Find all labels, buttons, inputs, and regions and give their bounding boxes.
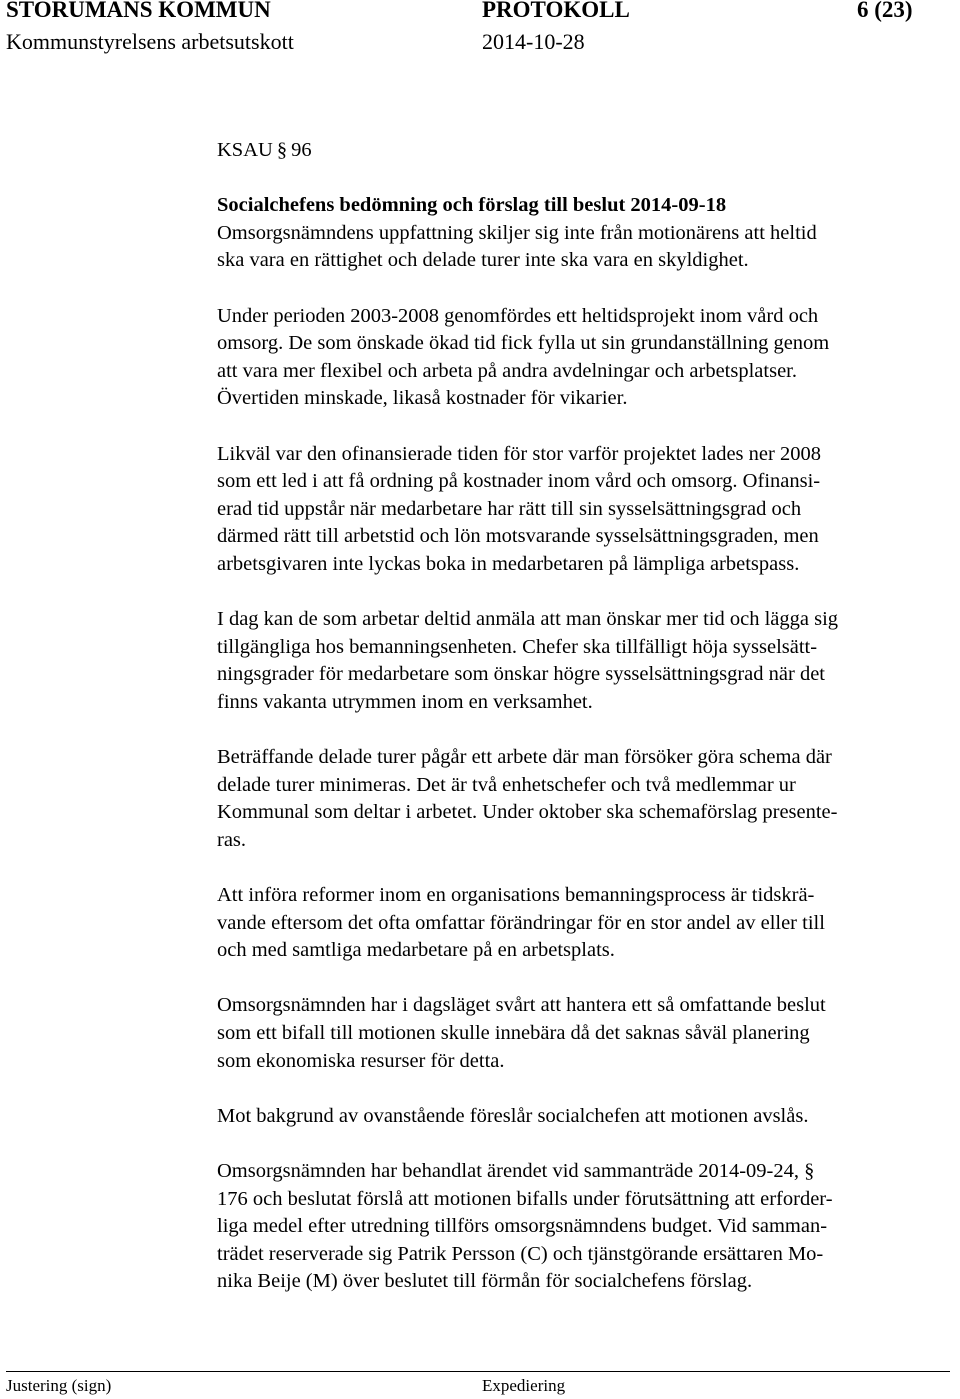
text-line: som ekonomiska resurser för detta. — [217, 1049, 505, 1072]
meeting-date: 2014-10-28 — [482, 29, 585, 54]
footer-justering-label: Justering (sign) — [6, 1376, 112, 1395]
text-line: omsorg. De som önskade ökad tid fick fylla ut sin grundanställning genom — [217, 332, 830, 355]
text-line: Under perioden 2003-2008 genomfördes ett heltidsprojekt inom vård och — [217, 304, 819, 327]
text-line: Beträffande delade turer pågår ett arbete där man försöker göra schema där — [217, 746, 832, 769]
committee-name: Kommunstyrelsens arbetsutskott — [6, 29, 294, 54]
text-line: ningsgrader för medarbetare som önskar högre sysselsättningsgrad när det — [217, 663, 825, 686]
text-line: Omsorgsnämnden har i dagsläget svårt att hantera ett så omfattande beslut — [217, 994, 826, 1017]
text-line: som ett bifall till motionen skulle innebära då det saknas såväl planering — [217, 1022, 810, 1044]
text-line: I dag kan de som arbetar deltid anmäla att man önskar mer tid och lägga sig — [217, 608, 839, 631]
paragraph — [217, 220, 937, 275]
organization-name: STORUMANS KOMMUN — [6, 0, 271, 22]
text-line: liga medel efter utredning tillförs omsorgsnämndens budget. Vid samman- — [217, 1215, 828, 1238]
text-line: Omsorgsnämndens uppfattning skiljer sig inte från motionärens att heltid — [217, 221, 817, 244]
paragraph — [217, 1103, 937, 1131]
case-number — [217, 137, 937, 165]
text-line: tillgängliga hos bemanningsenheten. Chefer ska tillfälligt höja sysselsätt- — [217, 635, 818, 658]
text-line: Mot bakgrund av ovanstående föreslår socialchefen att motionen avslås. — [217, 1104, 809, 1127]
document-type: PROTOKOLL — [482, 0, 630, 22]
paragraph — [217, 992, 937, 1075]
text-line: Omsorgsnämnden har behandlat ärendet vid sammanträde 2014-09-24, § — [217, 1159, 815, 1182]
text-line: därmed rätt till arbetstid och lön motsvarande sysselsättningsgraden, men — [217, 525, 819, 548]
text-line: och med samtliga medarbetare på en arbetsplats. — [217, 939, 615, 962]
text-line: erad tid uppstår när medarbetare har rätt till sin sysselsättningsgrad och — [217, 497, 802, 520]
text-line: att vara mer flexibel och arbeta på andra avdelningar och arbetsplatser. — [217, 359, 797, 382]
case-number-value: 96 — [291, 139, 312, 161]
text-line: som ett led i att få ordning på kostnader inom vård och omsorg. Ofinansi- — [217, 470, 821, 493]
text-line: arbetsgivaren inte lyckas boka in medarbetaren på lämpliga arbetspass. — [217, 552, 800, 575]
text-line: delade turer minimeras. Det är två enhetschefer och två medlemmar ur — [217, 773, 796, 796]
footer-expediering-label: Expediering — [482, 1376, 566, 1395]
text-line: Kommunal som deltar i arbetet. Under oktober ska schemaförslag presente- — [217, 801, 838, 824]
document-body — [217, 137, 937, 1324]
section-heading: Socialchefens bedömning och förslag till beslut 2014-09-18 — [217, 194, 727, 217]
paragraph — [217, 303, 937, 413]
text-line: finns vakanta utrymmen inom en verksamhet. — [217, 690, 593, 713]
text-line: nika Beije (M) över beslutet till förmån för socialchefens förslag. — [217, 1270, 753, 1293]
text-line: ska vara en rättighet och delade turer inte ska vara en skyldighet. — [217, 249, 749, 272]
page-number: 6 (23) — [857, 0, 913, 22]
text-line: Att införa reformer inom en organisations bemanningsprocess är tidskrä- — [217, 884, 815, 907]
text-line: 176 och beslutat förslå att motionen bifalls under förutsättning att erforder- — [217, 1187, 833, 1210]
text-line: Likväl var den ofinansierade tiden för stor varför projektet lades ner 2008 — [217, 442, 821, 465]
paragraph — [217, 882, 937, 965]
text-line: vande eftersom det ofta omfattar förändringar för en stor andel av eller till — [217, 911, 825, 934]
text-line: trädet reserverade sig Patrik Persson (C) och tjänstgörande ersättaren Mo- — [217, 1242, 824, 1265]
paragraph — [217, 441, 937, 579]
paragraphs — [217, 220, 937, 1296]
footer-divider — [6, 1371, 950, 1372]
case-prefix: KSAU — [217, 139, 273, 161]
text-line: Övertiden minskade, likaså kostnader för vikarier. — [217, 387, 628, 410]
section-sign: § — [276, 139, 288, 161]
paragraph — [217, 744, 937, 854]
text-line: ras. — [217, 828, 247, 851]
paragraph — [217, 606, 937, 716]
paragraph — [217, 1158, 937, 1296]
